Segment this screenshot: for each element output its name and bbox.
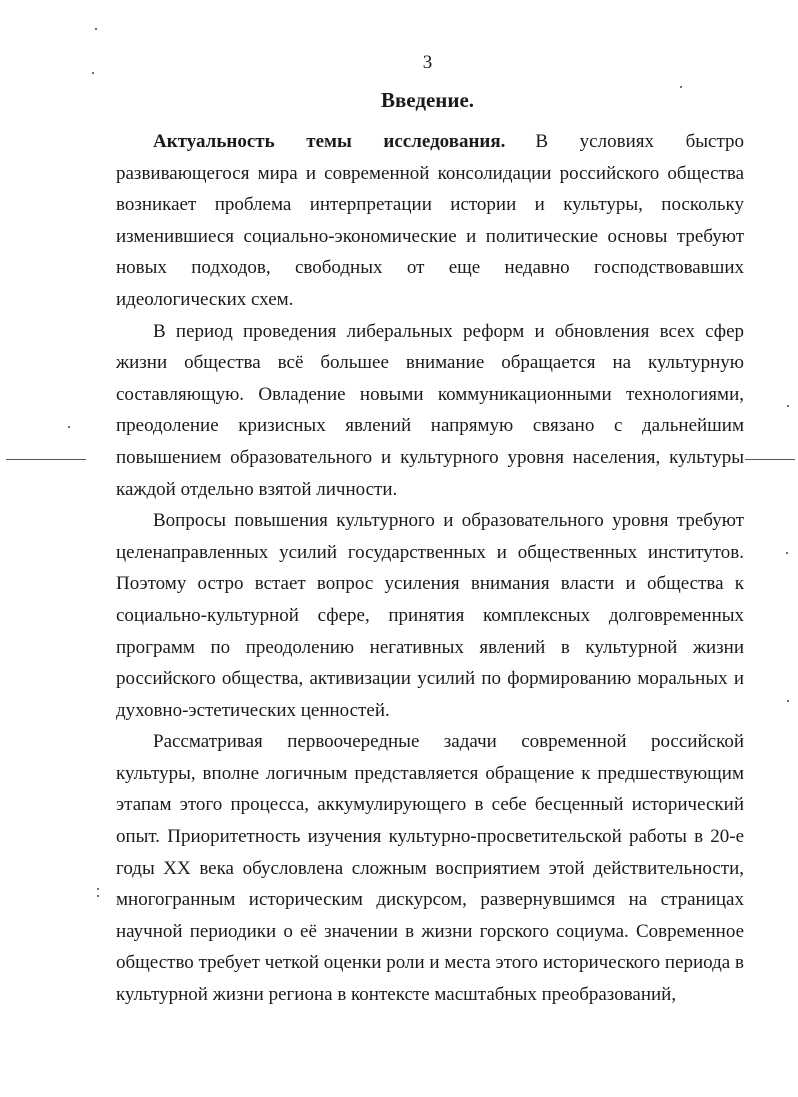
- paragraph-1: [116, 126, 744, 316]
- scan-speck: [787, 405, 789, 407]
- paragraph-text: В условиях быстро развивающегося мира и современной консолидации российского общества возникает проблема интерпретации истории и культуры, поскольку изменившиеся социально-экономические и политические основы требуют новых подходов, свободных от еще недавно господствовавших идеологических схем.: [116, 131, 744, 310]
- scan-speck: [786, 552, 788, 554]
- paragraph-3: Вопросы повышения культурного и образовательного уровня требуют целенаправленных усилий государственных и общественных институтов. Поэтому остро встает вопрос усиления внимания власти и общества к социально-культурной сфере, принятия комплексных долговременных программ по преодолению негативных явлений в культурной жизни российского общества, активизации усилий по формированию моральных и духовно-эстетических ценностей.: [116, 510, 744, 721]
- scan-artifact-line-right: [745, 459, 795, 460]
- scan-speck: [68, 426, 70, 428]
- scan-speck: [680, 86, 682, 88]
- scan-speck: [92, 72, 94, 74]
- paragraph-lead: Актуальность темы исследования.: [153, 131, 506, 152]
- scan-speck: [95, 28, 97, 30]
- page-number: 3: [422, 52, 433, 73]
- scan-artifact-line-left: [6, 459, 86, 460]
- scan-speck: [787, 700, 789, 702]
- scan-speck: [97, 888, 99, 890]
- paragraph-2: В период проведения либеральных реформ и обновления всех сфер жизни общества всё большее внимание обращается на культурную составляющую. Овладение новыми коммуникационными технологиями, преодоление кризисных явлений напрямую связано с дальнейшим повышением образовательного и культурного уровня населения, культуры каждой отдельно взятой личности.: [116, 320, 744, 500]
- body-text: [116, 126, 744, 1011]
- scan-speck: [97, 895, 99, 897]
- section-heading: Введение.: [380, 88, 475, 112]
- paragraph-4: Рассматривая первоочередные задачи современной российской культуры, вполне логичным представляется обращение к предшествующим этапам этого процесса, аккумулирующего в себе бесценный исторический опыт. Приоритетность изучения культурно-просветительской работы в 20-е годы XX века обусловлена сложным восприятием этой действительности, многогранным историческим дискурсом, развернувшимся на страницах научной периодики о её значении в жизни горского социума. Современное общество требует четкой оценки роли и места этого исторического периода в культурной жизни региона в контексте масштабных преобразований,: [116, 731, 744, 1006]
